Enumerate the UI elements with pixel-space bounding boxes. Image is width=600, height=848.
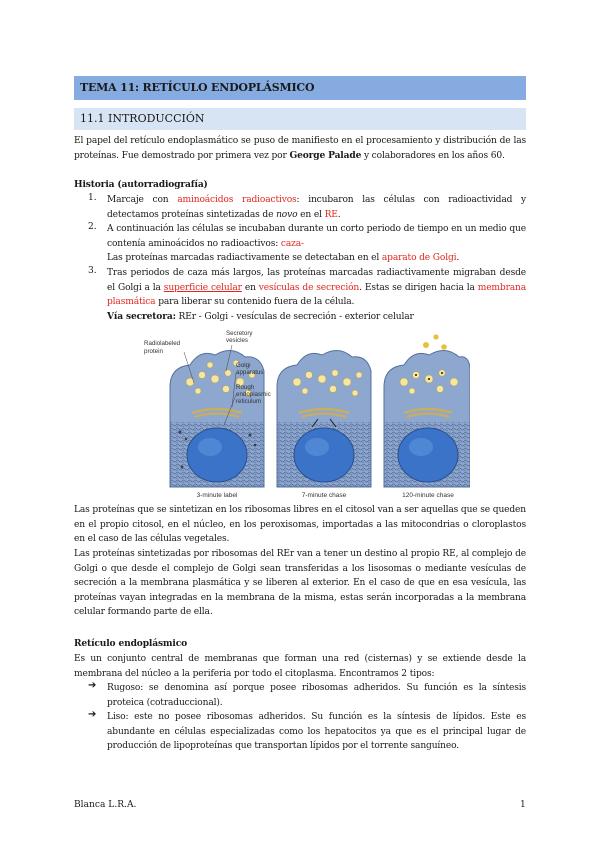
item2-line2-a: Las proteínas marcadas radiactivamente se detectaban en el [107,253,382,263]
item3-red1: superficie celular [163,282,242,293]
reticulo-heading: Retículo endoplásmico [74,638,188,649]
list-number-3: 3. [88,266,97,276]
label-endoplasmic: endoplasmic [236,391,271,398]
footer-author: Blanca L.R.A. [74,800,137,810]
item1-ital: novo [276,209,298,220]
historia-heading: Historia (autorradiografía) [74,179,208,190]
list-item-3 [107,266,526,324]
label-secretory: Secretory [226,330,253,337]
item3-c: . Estas se dirigen hacia la [359,282,478,293]
page-title: TEMA 11: RETÍCULO ENDOPLÁSMICO [80,81,315,94]
bullet-liso: Liso: este no posee ribosomas adheridos. Su función es la síntesis de lípidos. Este es abundante en células especializadas como los hepatocitos ya que es el principal lugar de producción de lipoproteínas que transportan lípidos por el torrente sanguíneo. [107,712,526,751]
item3-b: en [241,282,259,293]
label-radiolabeled: Radiolabeled [144,340,181,347]
item3-d: para liberar su contenido fuera de la célula. [155,297,355,307]
item2-red2: aparato de Golgi [381,253,457,263]
label-rough: Rough [236,384,255,391]
item1-red1: aminoácidos radioactivos [177,195,297,205]
label-vesicles: vesicles [226,337,249,344]
section-title: 11.1 INTRODUCCIÓN [80,112,205,125]
via-secretora-label: Vía secretora: [107,310,176,322]
caption-120-minute: 120-minute chase [402,492,454,499]
item2-red1: caza- [280,238,304,249]
item3-red3: membrana plasmática [107,282,527,307]
list-item-2 [107,222,526,266]
paragraph-ribosomas-libres: Las proteínas que se sintetizan en los ribosomas libres en el citosol van a ser aquellas que se queden en el propio citosol, en el núcleo, en los peroxisomas, importadas a las mitocondrias o cloroplastos en el caso de las células vegetales. [74,505,526,544]
label-protein: protein [144,348,163,355]
item2-a: A continuación las células se incubaban durante un corto periodo de tiempo en un medio que contenía aminoácidos no radioactivos: [107,224,526,249]
list-number-1: 1. [88,193,97,203]
item1-b: : incubaron las células con radioactividad y detectamos proteínas sintetizadas de [107,195,527,220]
intro-paragraph [74,134,526,163]
reticulo-paragraph: Es un conjunto central de membranas que forman una red (cisternas) y se extiende desde la membrana del núcleo a la periferia por todo el citoplasma. Encontramos 2 tipos: [74,654,526,679]
intro-text-a: El papel del retículo endoplasmático se puso de manifiesto en el procesamiento y distribución de las proteínas. Fue demostrado por primera vez por [74,136,526,161]
footer-page-number: 1 [520,800,526,810]
intro-name: George Palade [289,149,362,161]
intro-text-b: y colaboradores en los años 60. [361,150,505,161]
cell-120-minute [384,334,470,487]
section-band [74,108,526,130]
list-number-2: 2. [88,222,97,232]
cell-7-minute [277,350,371,487]
caption-3-minute: 3-minute label [196,492,238,499]
item1-d: . [337,209,341,220]
list-item-1 [107,193,526,222]
paragraph-ribosomas-rer: Las proteínas sintetizadas por ribosomas del REr van a tener un destino al propio RE, al complejo de Golgi o que desde el complejo de Golgi sean transferidas a los lisosomas o mediante vesículas de secreción a la membrana plasmática y se liberen al exterior. En el caso de que en esa vesícula, las proteínas vayan integradas en la membrana de la misma, estas serán incorporadas a la membrana celular formando parte de ella. [74,549,526,617]
label-apparatus: apparatus [236,369,264,376]
item1-a: Marcaje con [107,195,178,205]
label-golgi: Golgi [236,362,251,369]
title-band [74,76,526,100]
item1-red2: RE [324,209,338,220]
item2-line2-b: . [456,253,460,263]
arrow-bullet-1: ➔ [88,680,97,691]
caption-7-minute: 7-minute chase [301,492,347,499]
arrow-bullet-2: ➔ [88,709,97,720]
secretory-pathway-figure [140,327,470,499]
item1-c: en el [297,209,325,220]
label-reticulum: reticulum [236,398,262,405]
item3-a: Tras periodos de caza más largos, las proteínas marcadas radiactivamente migraban desde el Golgi a la [107,268,526,293]
item3-red2: vesículas de secreción [258,282,360,293]
bullet-rugoso: Rugoso: se denomina así porque posee ribosomas adheridos. Su función es la síntesis proteica (cotraduccional). [107,683,526,708]
via-secretora-text: REr - Golgi - vesículas de secreción - exterior celular [175,311,414,322]
